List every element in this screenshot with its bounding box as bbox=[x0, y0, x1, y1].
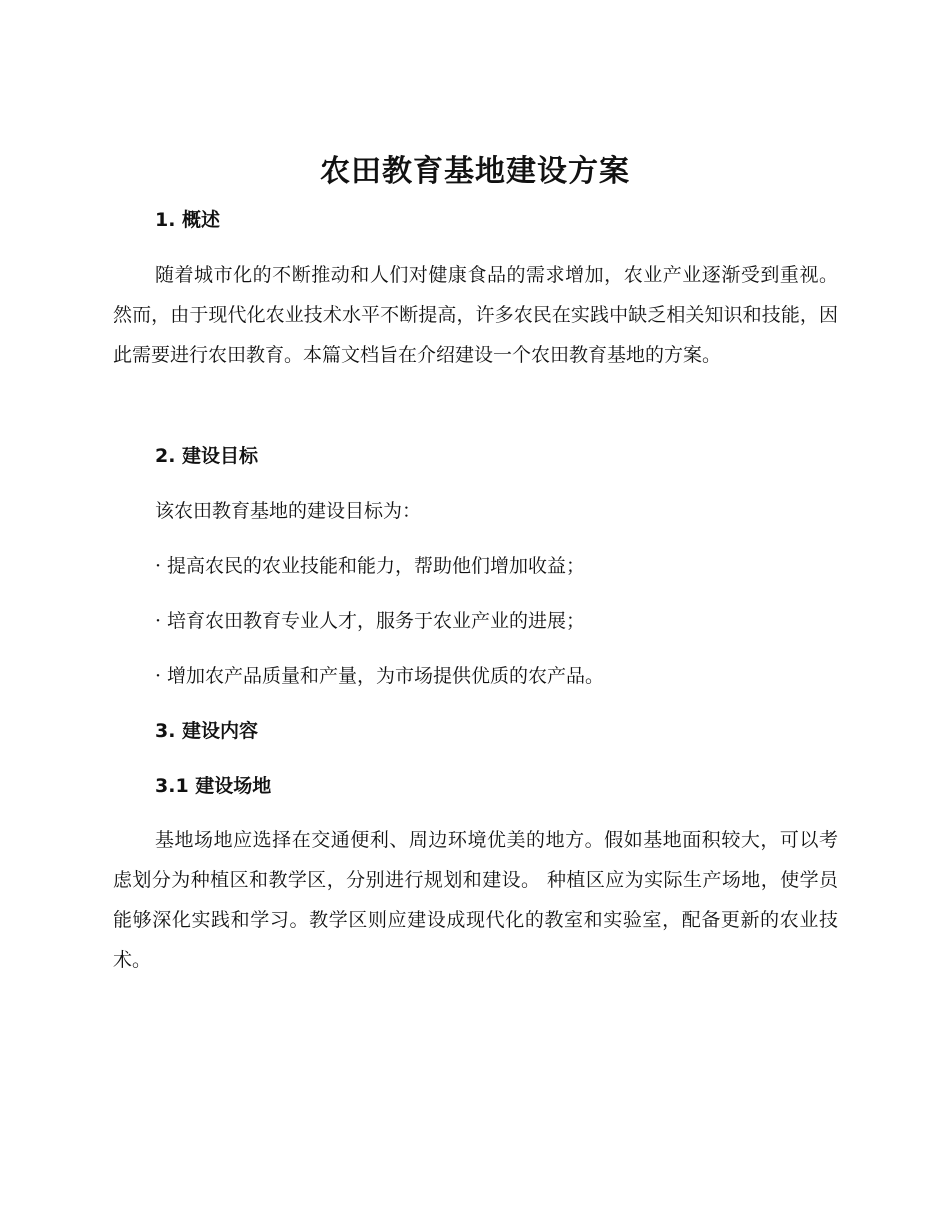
section-heading-goals: 2. 建设目标 bbox=[155, 445, 259, 467]
section-heading-overview: 1. 概述 bbox=[155, 209, 221, 231]
goal-item-text: 提高农民的农业技能和能力，帮助他们增加收益； bbox=[167, 555, 586, 577]
subsection-heading-site: 3.1 建设场地 bbox=[155, 775, 272, 797]
goal-list-item bbox=[155, 606, 585, 636]
goal-item-text: 培育农田教育专业人才，服务于农业产业的进展； bbox=[167, 610, 586, 632]
bullet-dot-icon: · bbox=[155, 610, 162, 632]
goal-item-text: 增加农产品质量和产量，为市场提供优质的农产品。 bbox=[167, 665, 605, 687]
section-heading-content: 3. 建设内容 bbox=[155, 720, 259, 742]
bullet-dot-icon: · bbox=[155, 555, 162, 577]
bullet-dot-icon: · bbox=[155, 665, 162, 687]
goal-list-item bbox=[155, 661, 604, 691]
site-paragraph: 基地场地应选择在交通便利、周边环境优美的地方。假如基地面积较大，可以考虑划分为种植区和教学区，分别进行规划和建设。 种植区应为实际生产场地，使学员能够深化实践和学习。教学区则应建设成现代化的教室和实验室，配备更新的农业技术。 bbox=[113, 829, 838, 971]
goal-list-item bbox=[155, 551, 585, 581]
document-title: 农田教育基地建设方案 bbox=[320, 154, 630, 189]
overview-paragraph: 随着城市化的不断推动和人们对健康食品的需求增加，农业产业逐渐受到重视。然而，由于现代化农业技术水平不断提高，许多农民在实践中缺乏相关知识和技能，因此需要进行农田教育。本篇文档旨在介绍建设一个农田教育基地的方案。 bbox=[113, 264, 838, 366]
goals-intro: 该农田教育基地的建设目标为： bbox=[155, 500, 422, 522]
